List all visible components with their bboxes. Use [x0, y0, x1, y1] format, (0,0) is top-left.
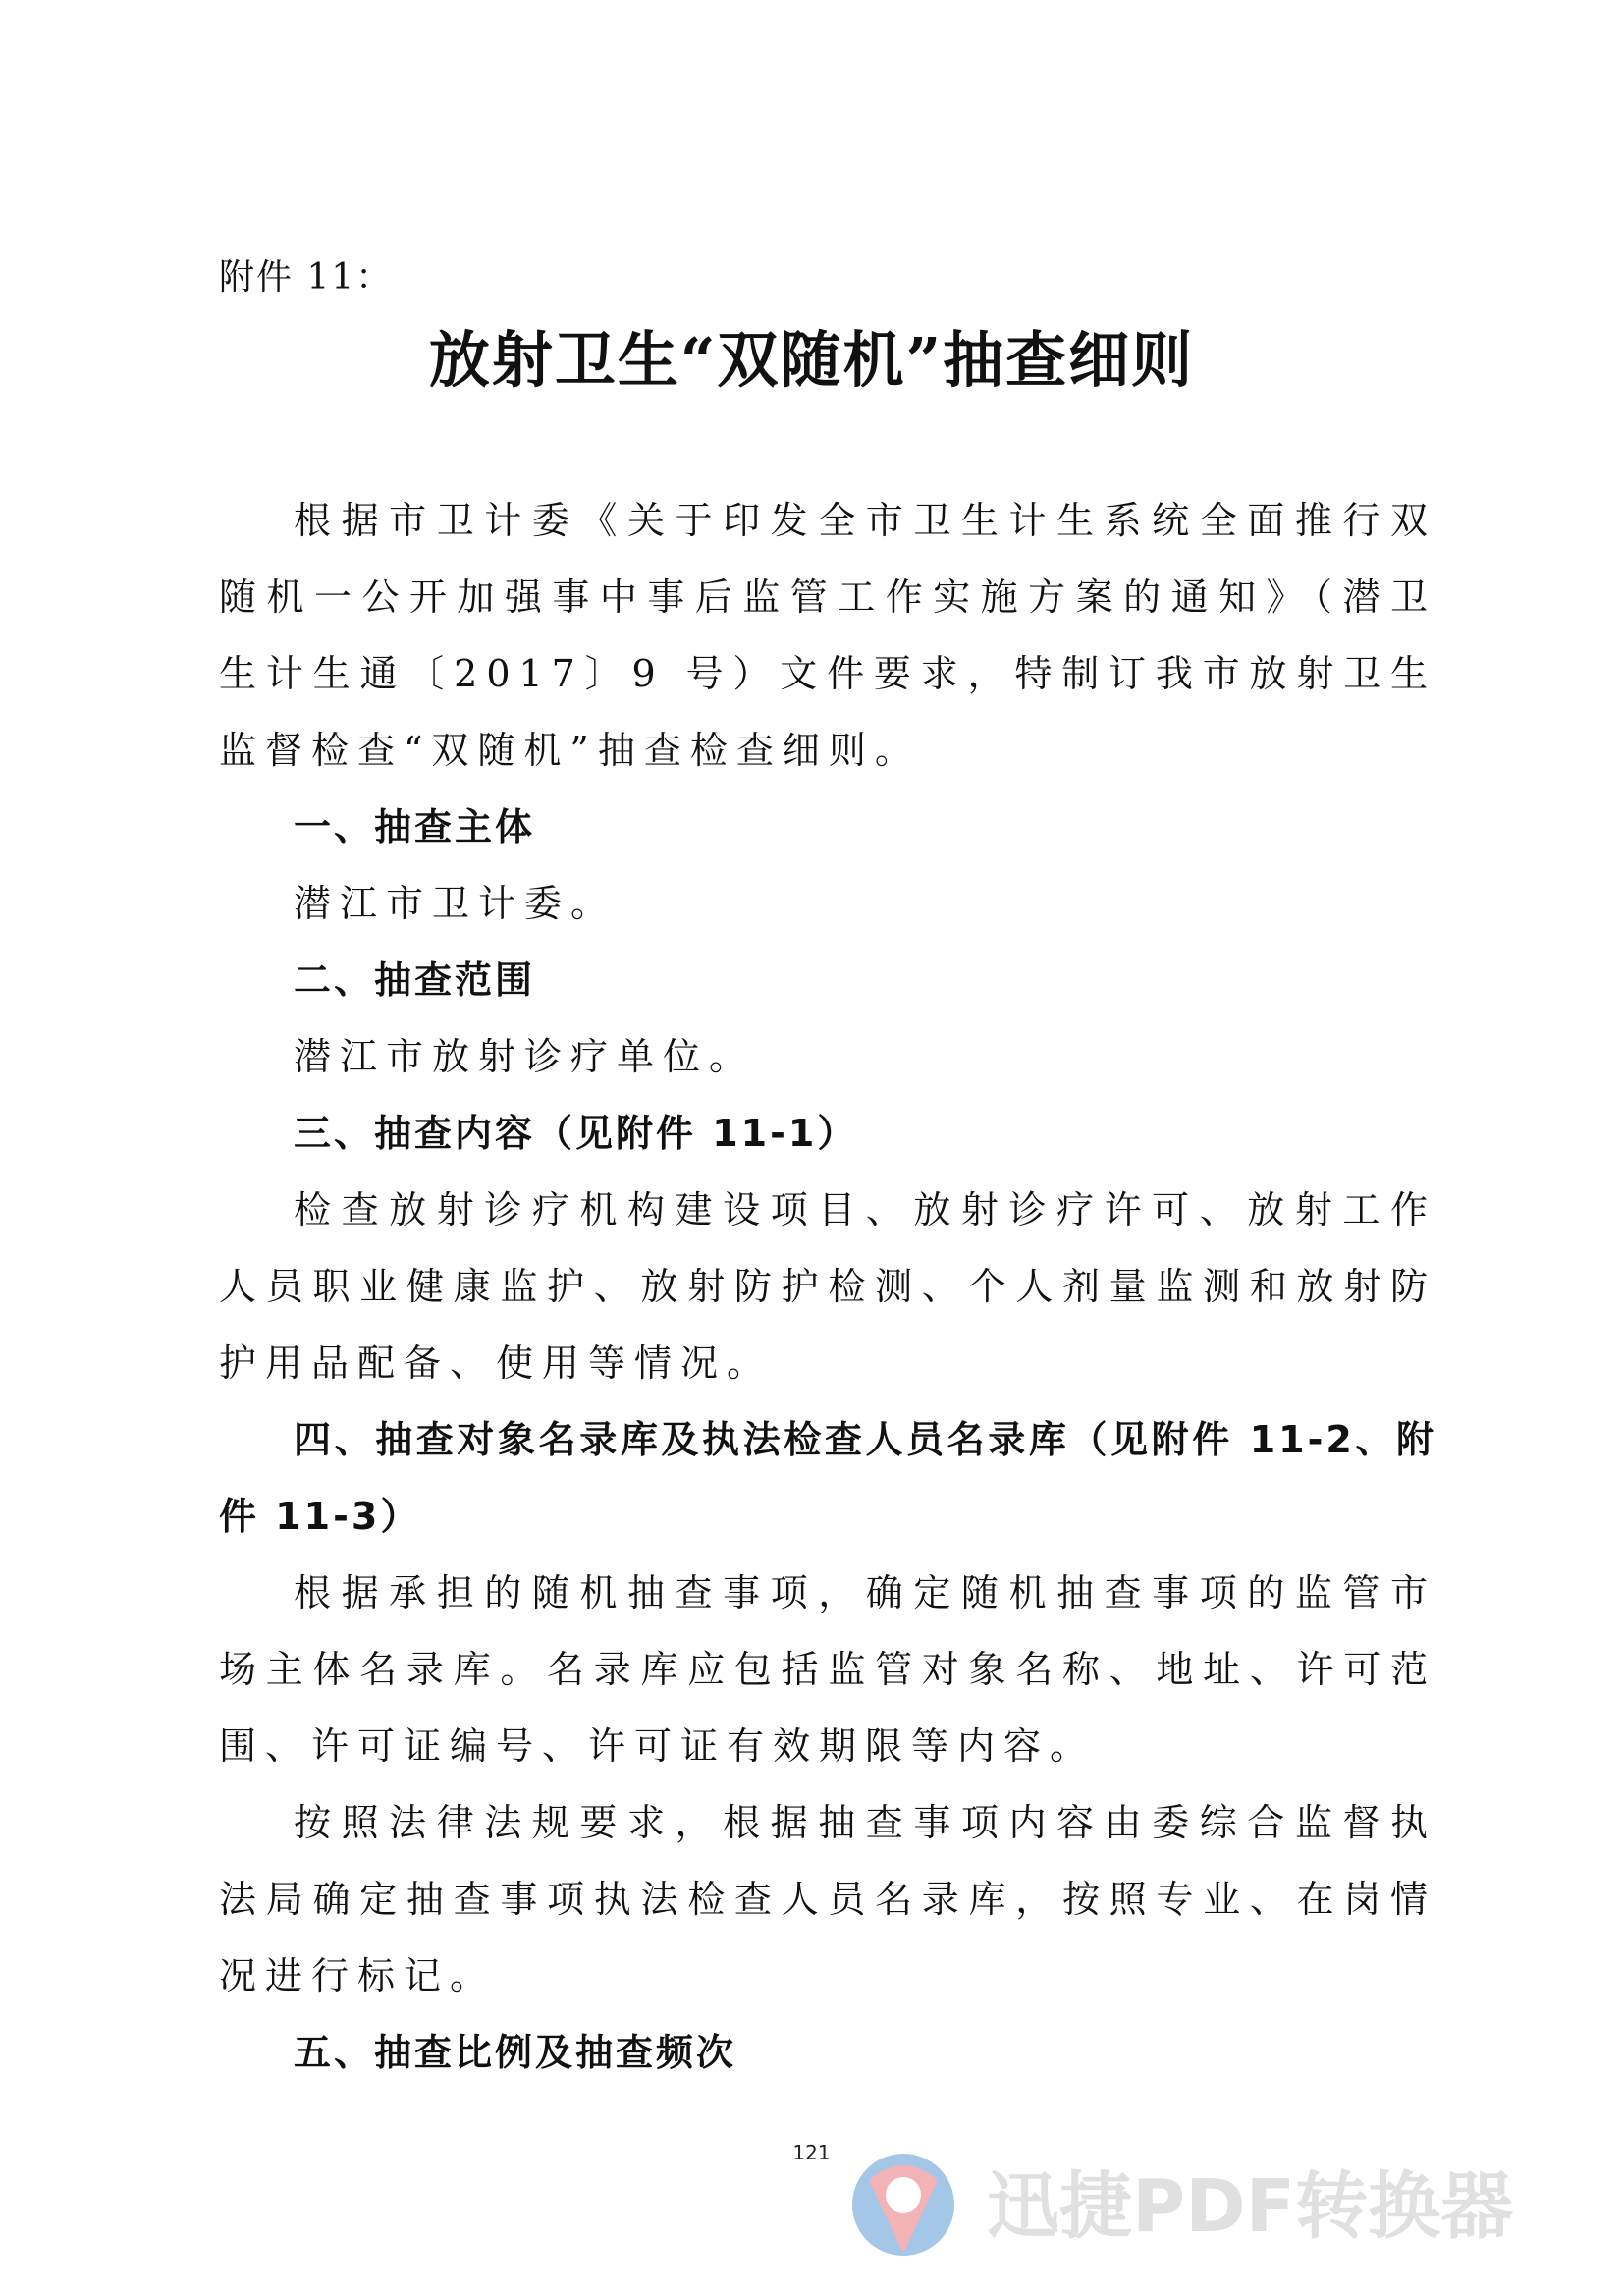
section-text-3: 检查放射诊疗机构建设项目、放射诊疗许可、放射工作人员职业健康监护、放射防护检测、个人剂量监测和放射防护用品配备、使用等情况。: [219, 1188, 1436, 1385]
document-body: [219, 482, 1436, 2091]
page-number: 121: [792, 2141, 831, 2164]
paragraph-basis: 根据市卫计委《关于印发全市卫生计生系统全面推行双随机一公开加强事中事后监管工作实施方案的通知》（潜卫生计生通〔2017〕9 号）文件要求，特制订我市放射卫生监督检查“双随机”抽查检查细则。: [219, 499, 1436, 772]
section-heading-2: 二、抽查范围: [294, 958, 536, 1002]
section-text-1: 潜江市卫计委。: [294, 882, 618, 925]
section-heading-4: 四、抽查对象名录库及执法检查人员名录库（见附件 11-2、附件 11-3）: [219, 1418, 1436, 1538]
section-heading-1: 一、抽查主体: [294, 805, 536, 848]
document-title: 放射卫生“双随机”抽查细则: [428, 324, 1195, 396]
converter-watermark: [839, 2141, 1615, 2269]
section-heading-3: 三、抽查内容（见附件 11-1）: [294, 1112, 858, 1155]
watermark-text: 迅捷PDF转换器: [987, 2164, 1514, 2249]
section-text-2: 潜江市放射诊疗单位。: [294, 1035, 756, 1078]
section-heading-5: 五、抽查比例及抽查频次: [294, 2031, 737, 2074]
xunjie-logo-icon: [852, 2154, 954, 2256]
section-text-4a: 根据承担的随机抽查事项，确定随机抽查事项的监管市场主体名录库。名录库应包括监管对象名称、地址、许可范围、许可证编号、许可证有效期限等内容。: [219, 1571, 1436, 1768]
attachment-label: 附件 11：: [219, 257, 394, 298]
section-text-4b: 按照法律法规要求，根据抽查事项内容由委综合监督执法局确定抽查事项执法检查人员名录库，按照专业、在岗情况进行标记。: [219, 1801, 1436, 1997]
